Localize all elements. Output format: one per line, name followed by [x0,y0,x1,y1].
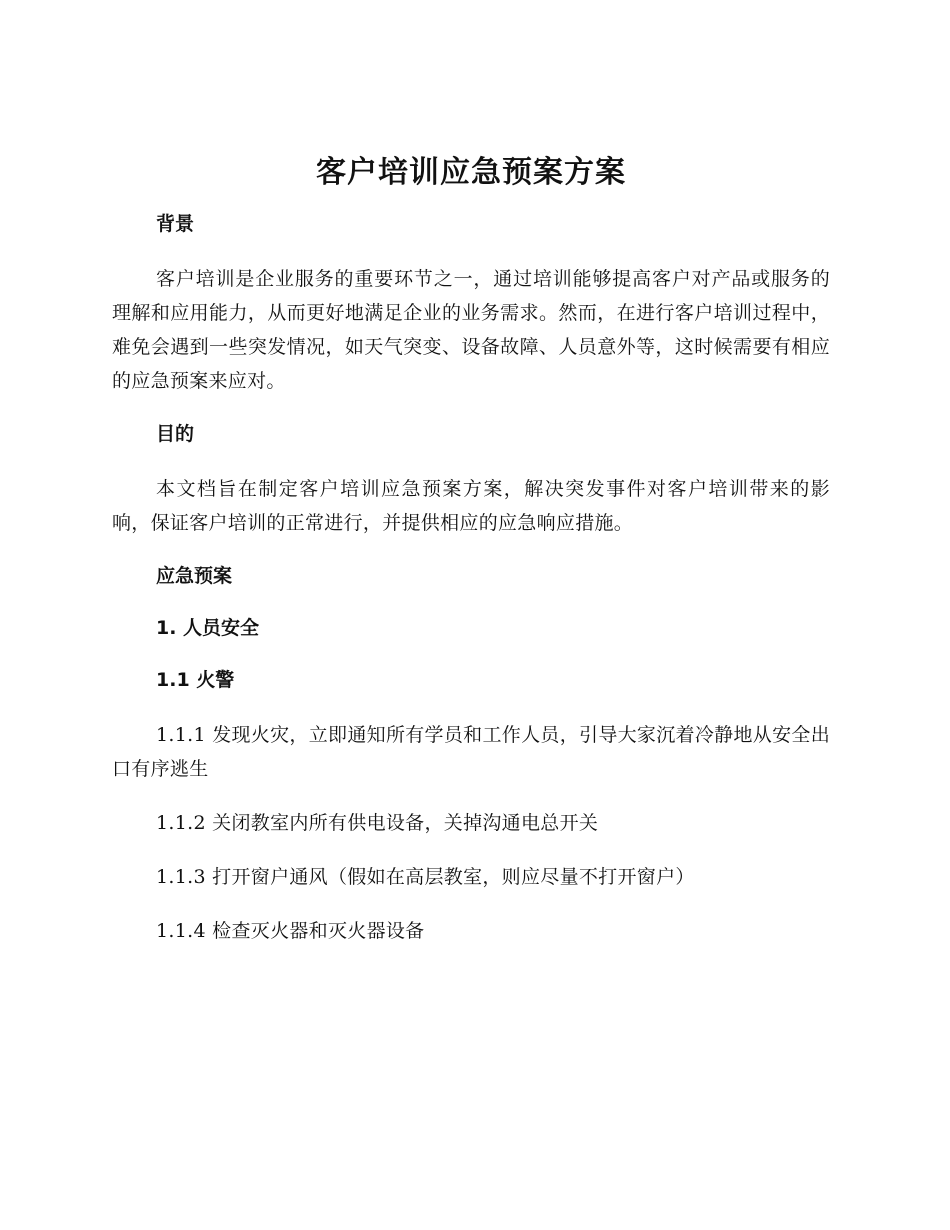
paragraph-purpose: 本文档旨在制定客户培训应急预案方案，解决突发事件对客户培训带来的影响，保证客户培训的正常进行，并提供相应的应急响应措施。 [112,478,830,534]
list-item: 1.1.1 发现火灾，立即通知所有学员和工作人员，引导大家沉着冷静地从安全出口有序逃生 [112,724,830,780]
section-heading-purpose: 目的 [156,423,195,445]
subheading-fire-alarm: 1.1 火警 [156,669,235,691]
section-heading-emergency-plan: 应急预案 [156,565,233,587]
paragraph-background: 客户培训是企业服务的重要环节之一，通过培训能够提高客户对产品或服务的理解和应用能力，从而更好地满足企业的业务需求。然而，在进行客户培训过程中，难免会遇到一些突发情况，如天气突变、设备故障、人员意外等，这时候需要有相应的应急预案来应对。 [112,268,830,392]
list-item: 1.1.2 关闭教室内所有供电设备，关掉沟通电总开关 [156,812,599,834]
document-title: 客户培训应急预案方案 [316,155,626,190]
subheading-personnel-safety: 1. 人员安全 [156,617,260,639]
list-item: 1.1.3 打开窗户通风（假如在高层教室，则应尽量不打开窗户） [156,866,695,888]
section-heading-background: 背景 [156,213,195,235]
list-item: 1.1.4 检查灭火器和灭火器设备 [156,920,425,942]
